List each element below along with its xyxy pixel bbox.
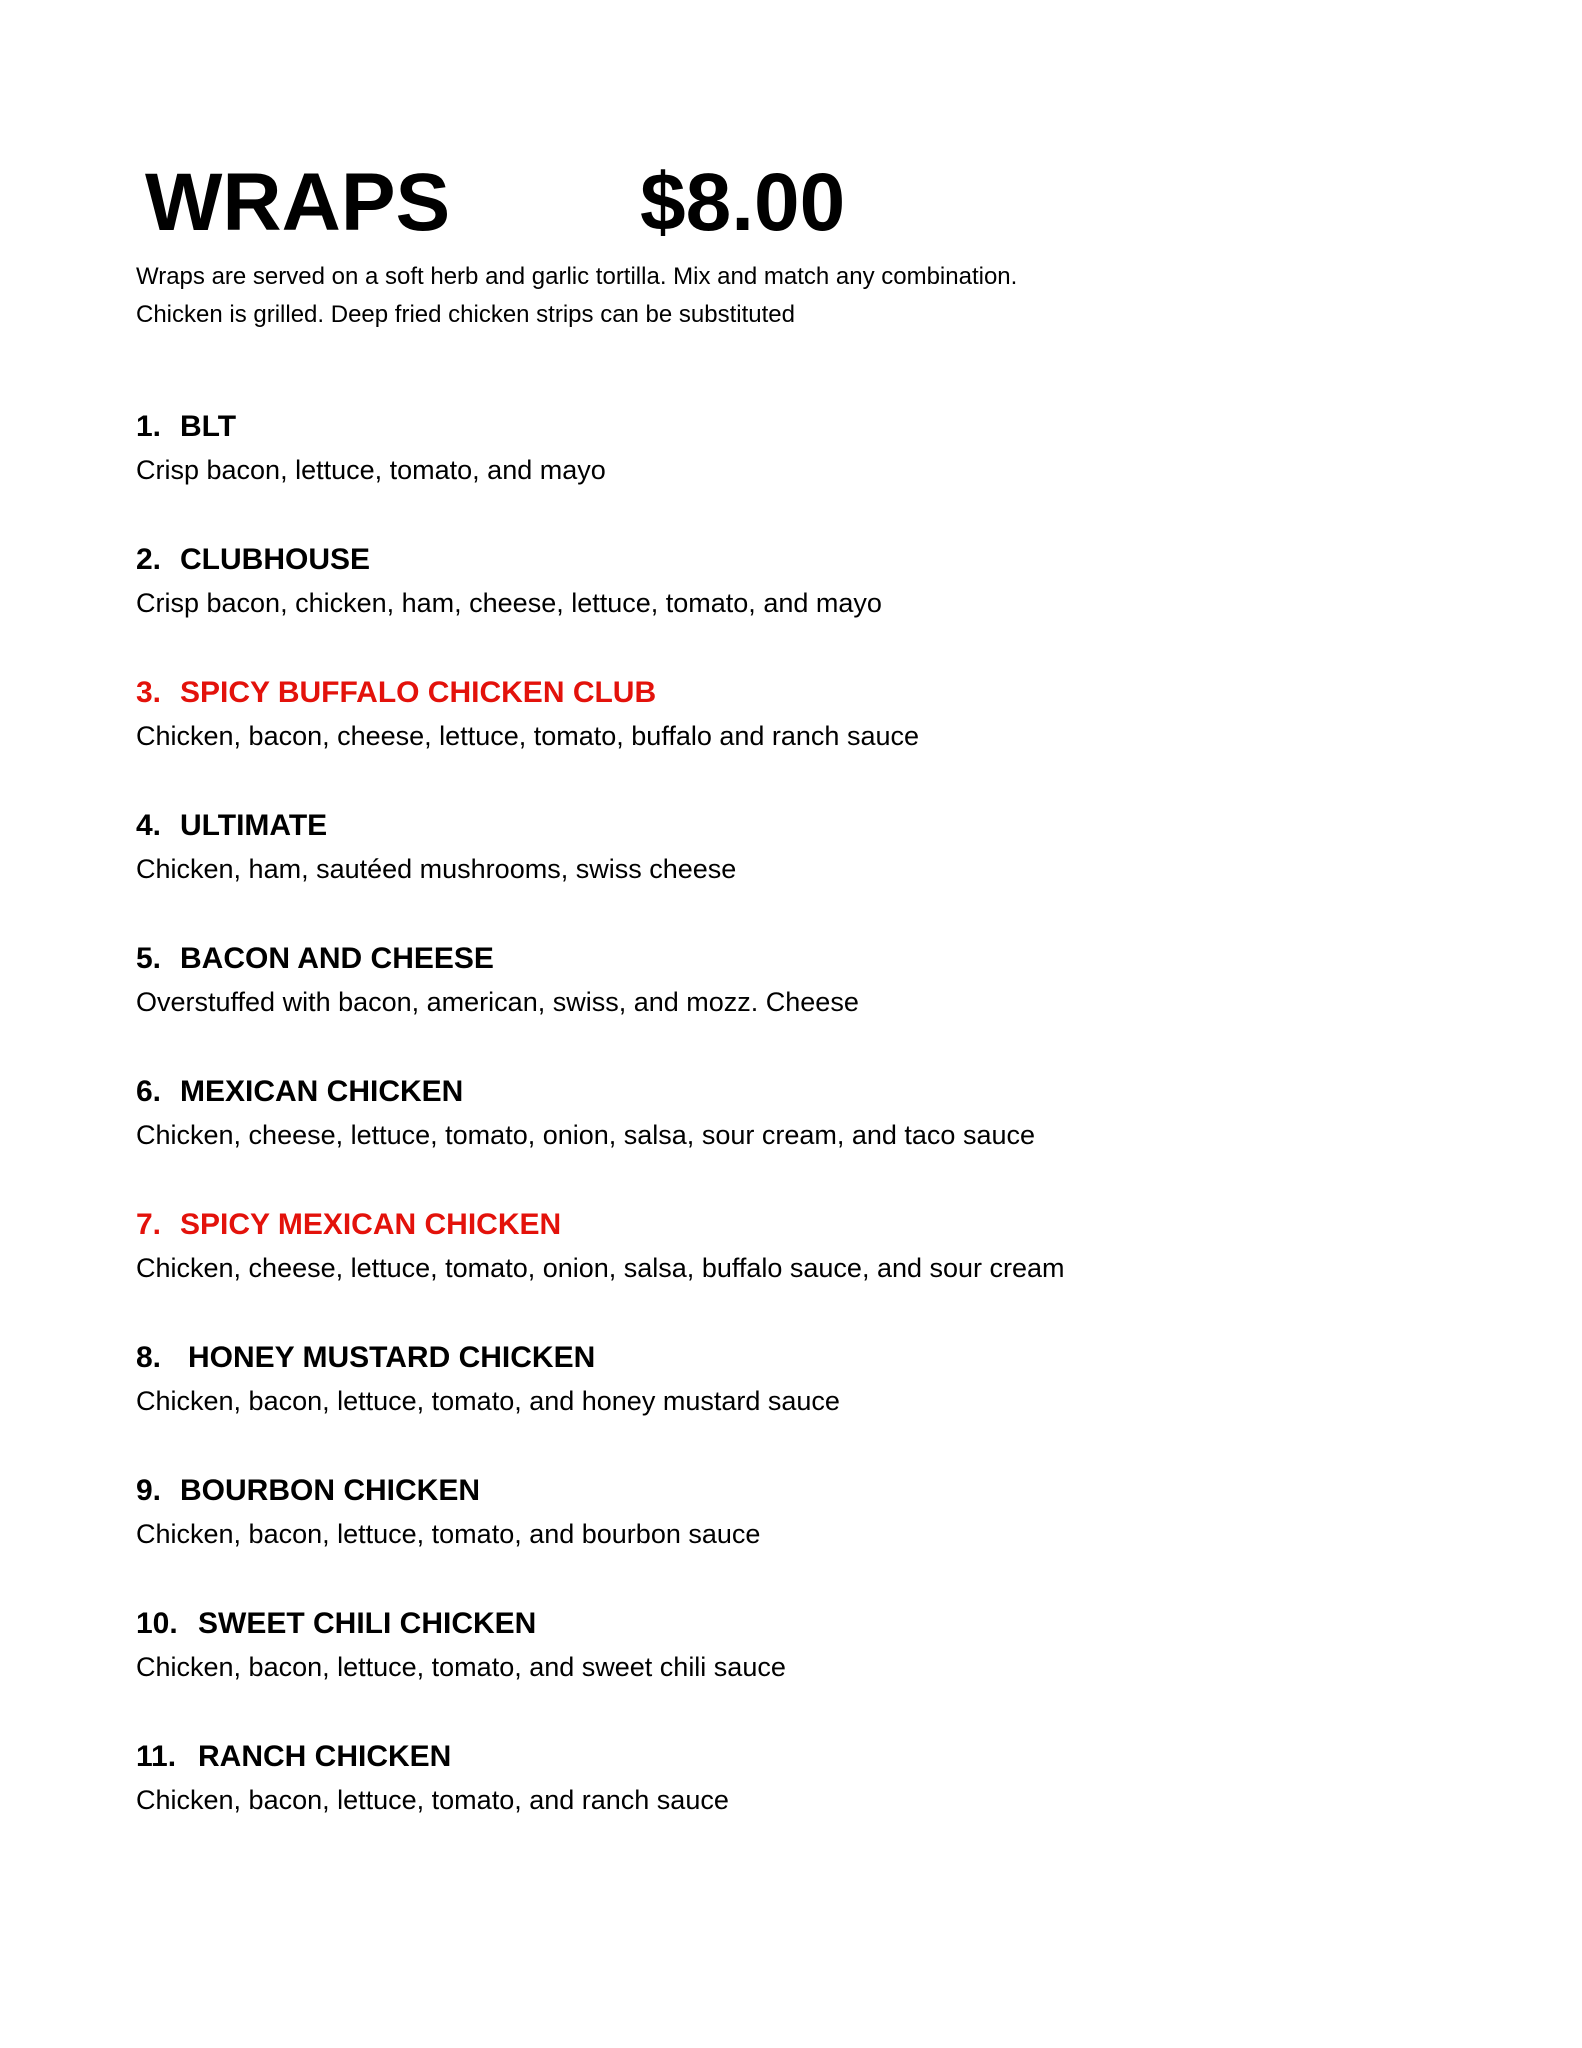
item-name: SPICY MEXICAN CHICKEN	[180, 1208, 562, 1241]
item-number: 11.	[136, 1740, 177, 1773]
item-title	[136, 1468, 1436, 1514]
item-title	[136, 1601, 1436, 1647]
item-name: MEXICAN CHICKEN	[180, 1075, 464, 1108]
price-label: $8.00	[640, 157, 846, 248]
item-description: Chicken, cheese, lettuce, tomato, onion, salsa, sour cream, and taco sauce	[136, 1120, 1035, 1150]
item-title	[136, 670, 1436, 716]
item-description: Overstuffed with bacon, american, swiss, and mozz. Cheese	[136, 987, 859, 1017]
page-title: WRAPS	[145, 157, 451, 248]
item-name: HONEY MUSTARD CHICKEN	[188, 1341, 596, 1374]
list-item	[136, 537, 1436, 670]
item-number: 4.	[136, 809, 162, 842]
item-title	[136, 1734, 1436, 1780]
item-description: Crisp bacon, lettuce, tomato, and mayo	[136, 455, 606, 485]
item-name: SWEET CHILI CHICKEN	[198, 1607, 537, 1640]
item-number: 9.	[136, 1474, 162, 1507]
item-title	[136, 936, 1436, 982]
item-number: 7.	[136, 1208, 162, 1241]
item-name: SPICY BUFFALO CHICKEN CLUB	[180, 676, 657, 709]
menu-list	[136, 404, 1436, 1867]
list-item	[136, 803, 1436, 936]
menu-header	[145, 148, 1345, 258]
list-item	[136, 1335, 1436, 1468]
list-item	[136, 670, 1436, 803]
item-name: BACON AND CHEESE	[180, 942, 494, 975]
item-description: Chicken, bacon, cheese, lettuce, tomato, buffalo and ranch sauce	[136, 721, 919, 751]
list-item	[136, 404, 1436, 537]
list-item	[136, 936, 1436, 1069]
item-description: Crisp bacon, chicken, ham, cheese, lettuce, tomato, and mayo	[136, 588, 882, 618]
item-number: 5.	[136, 942, 162, 975]
list-item	[136, 1468, 1436, 1601]
item-name: ULTIMATE	[180, 809, 328, 842]
item-title	[136, 803, 1436, 849]
item-title	[136, 1069, 1436, 1115]
item-number: 1.	[136, 410, 162, 443]
list-item	[136, 1069, 1436, 1202]
list-item	[136, 1202, 1436, 1335]
item-description: Chicken, bacon, lettuce, tomato, and ranch sauce	[136, 1785, 729, 1815]
list-item	[136, 1601, 1436, 1734]
item-description: Chicken, cheese, lettuce, tomato, onion, salsa, buffalo sauce, and sour cream	[136, 1253, 1065, 1283]
item-description: Chicken, ham, sautéed mushrooms, swiss cheese	[136, 854, 737, 884]
item-number: 8.	[136, 1341, 162, 1374]
item-number: 3.	[136, 676, 162, 709]
item-description: Chicken, bacon, lettuce, tomato, and bourbon sauce	[136, 1519, 761, 1549]
item-name: BLT	[180, 410, 237, 443]
intro-line: Chicken is grilled. Deep fried chicken strips can be substituted	[136, 301, 795, 328]
item-number: 10.	[136, 1607, 178, 1640]
item-title	[136, 1335, 1436, 1381]
item-number: 6.	[136, 1075, 162, 1108]
list-item	[136, 1734, 1436, 1867]
item-name: BOURBON CHICKEN	[180, 1474, 480, 1507]
item-title	[136, 1202, 1436, 1248]
item-number: 2.	[136, 543, 162, 576]
intro-line: Wraps are served on a soft herb and garlic tortilla. Mix and match any combination.	[136, 263, 1018, 290]
item-name: RANCH CHICKEN	[198, 1740, 452, 1773]
intro-text	[136, 258, 1386, 334]
item-title	[136, 404, 1436, 450]
item-title	[136, 537, 1436, 583]
item-name: CLUBHOUSE	[180, 543, 371, 576]
item-description: Chicken, bacon, lettuce, tomato, and sweet chili sauce	[136, 1652, 786, 1682]
item-description: Chicken, bacon, lettuce, tomato, and honey mustard sauce	[136, 1386, 840, 1416]
